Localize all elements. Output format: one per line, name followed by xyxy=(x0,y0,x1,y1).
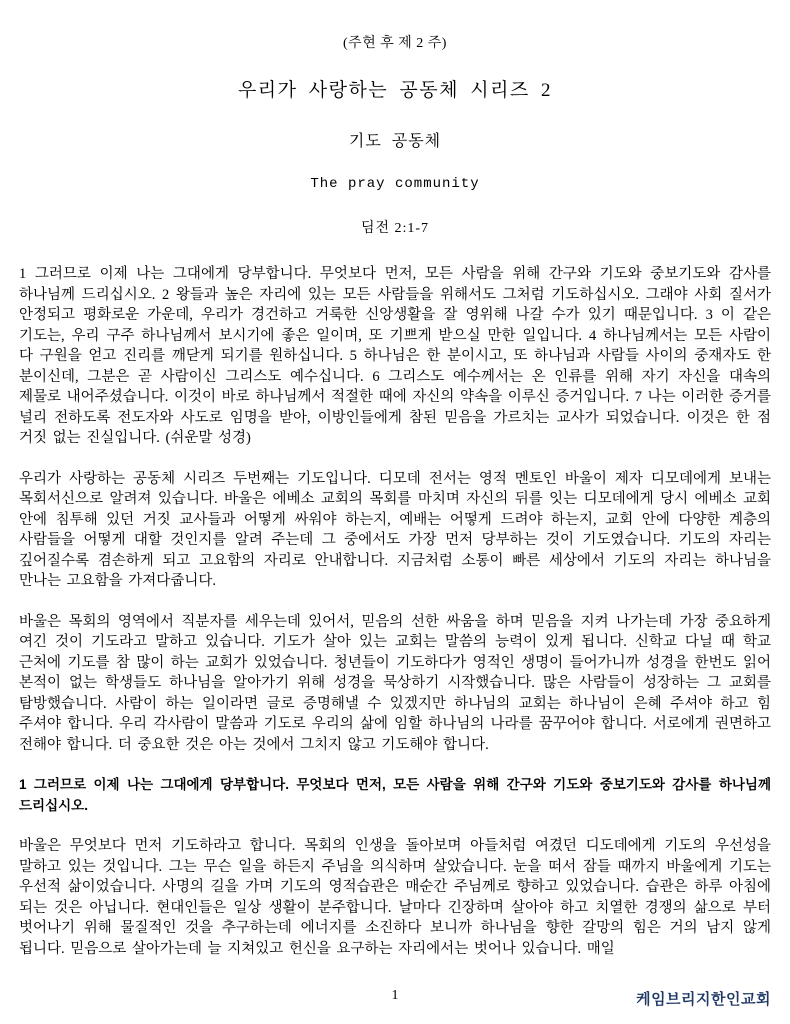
church-name: 케임브리지한인교회 xyxy=(636,992,771,1008)
document-header xyxy=(19,32,771,237)
document-footer xyxy=(19,988,771,1008)
scripture-reference: 딤전 2:1-7 xyxy=(360,221,430,236)
liturgical-week-label: (주현 후 제 2 주) xyxy=(343,36,447,51)
sermon-subtitle-english: The pray community xyxy=(310,176,480,192)
highlighted-verse-paragraph: 1 그러므로 이제 나는 그대에게 당부합니다. 무엇보다 먼저, 모든 사람을 위해 간구와 기도와 중보기도와 감사를 하나님께 드리십시오. xyxy=(19,777,771,813)
page-number: 1 xyxy=(391,988,399,1003)
sermon-subtitle: 기도 공동체 xyxy=(348,133,442,150)
scripture-passage-paragraph: 1 그러므로 이제 나는 그대에게 당부합니다. 무엇보다 먼저, 모든 사람을 위해 간구와 기도와 중보기도와 감사를 하나님께 드리십시오. 2 왕들과 높은 자리에 있는 모든 사람들을 위해서도 그처럼 기도하십시오. 그래야 사회 질서가 안정되고 평화로운 가운데, 우리가 경건하고 거룩한 신앙생활을 잘 영위해 나갈 수가 있기 때문입니다. 3 이 같은 기도는, 우리 구주 하나님께서 보시기에 좋은 일이며, 또 기쁘게 받으실 만한 일입니다. 4 하나님께서는 모든 사람이 다 구원을 얻고 진리를 깨닫게 되기를 원하십니다. 5 하나님은 한 분이시고, 또 하나님과 사람들 사이의 중재자도 한 분이신데, 그분은 곧 사람이신 그리스도 예수십니다. 6 그리스도 예수께서는 온 인류를 위해 자기 자신을 대속의 제물로 내어주셨습니다. 이것이 바로 하나님께서 적절한 때에 자신의 약속을 이루신 증거입니다. 7 나는 이러한 증거를 널리 전하도록 전도자와 사도로 임명을 받아, 이방인들에게 참된 믿음을 가르치는 교사가 되었습니다. 이것은 한 점 거짓 없는 진실입니다. (쉬운말 성경) xyxy=(19,266,771,446)
body-paragraph-exposition: 바울은 무엇보다 먼저 기도하라고 합니다. 목회의 인생을 돌아보며 아들처럼 여겼던 디도데에게 기도의 우선성을 말하고 있는 것입니다. 그는 무슨 일을 하든지 주님을 의식하며 살았습니다. 눈을 떠서 잠들 때까지 바울에게 기도는 우선적 삶이었습니다. 사명의 길을 가며 기도의 영적습관은 매순간 주님께로 향하고 있었습니다. 습관은 하루 아침에 되는 것은 아닙니다. 현대인들은 일상 생활이 분주합니다. 날마다 긴장하며 살아야 하고 치열한 경쟁의 삶으로 부터 벗어나기 위해 물질적인 것을 추구하는데 에너지를 소진하다 보니까 하나님을 향한 갈망의 힘은 거의 남지 않게 됩니다. 믿음으로 살아가는데 늘 지쳐있고 헌신을 요구하는 자리에서는 벗어나 있습니다. 매일 xyxy=(19,838,771,957)
body-paragraph-prayer-priority: 바울은 목회의 영역에서 직분자를 세우는데 있어서, 믿음의 선한 싸움을 하며 믿음을 지켜 나가는데 가장 중요하게 여긴 것이 기도라고 말하고 있습니다. 기도가 살아 있는 교회는 말씀의 능력이 있게 됩니다. 신학교 다닐 때 학교 근처에 기도를 참 많이 하는 교회가 있었습니다. 청년들이 기도하다가 영적인 생명이 들어가니까 성경을 한번도 읽어 본적이 없는 학생들도 하나님을 알아가기 위해 성경을 묵상하기 시작했습니다. 많은 사람들이 성장하는 그 교회를 탐방했습니다. 사람이 하는 일이라면 글로 증명해낼 수 있겠지만 하나님의 교회는 하나님이 은혜 주셔야 하고 힘 주셔야 합니다. 우리 각사람이 말씀과 기도로 우리의 삶에 임할 하나님의 나라를 꿈꾸어야 합니다. 서로에게 권면하고 전해야 합니다. 더 중요한 것은 아는 것에서 그치지 않고 기도해야 합니다. xyxy=(19,613,771,753)
series-title: 우리가 사랑하는 공동체 시리즈 2 xyxy=(237,80,553,101)
document-body xyxy=(19,264,771,959)
body-paragraph-intro: 우리가 사랑하는 공동체 시리즈 두번째는 기도입니다. 디모데 전서는 영적 멘토인 바울이 제자 디모데에게 보내는 목회서신으로 알려져 있습니다. 바울은 에베소 교회의 목회를 마치며 자신의 뒤를 잇는 디모데에게 당시 에베소 교회 안에 침투해 있던 거짓 교사들과 어떻게 싸워야 하는지, 예배는 어떻게 드려야 하는지, 교회 안에 다양한 계층의 사람들을 어떻게 대할 것인지를 알려 주는데 그 중에서도 가장 먼저 당부하는 것이 기도였습니다. 기도의 자리는 깊어질수록 겸손하게 되고 고요함의 자리로 안내합니다. 지금처럼 소통이 빠른 세상에서 기도의 자리는 하나님을 만나는 고요함을 가져다줍니다. xyxy=(19,470,771,589)
